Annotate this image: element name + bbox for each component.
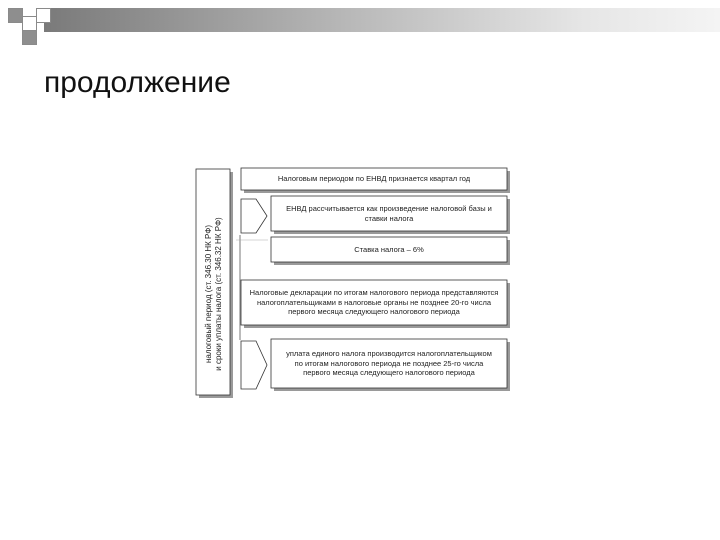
arrow-shape [241,341,267,389]
slide-title: продолжение [44,66,231,99]
side-label-line: налоговый период (ст. 346.30 НК РФ) [204,224,213,364]
box-declaration-text: Налоговые декларации по итогам налогового периода представляются налогоплательщиками в налоговые органы не позднее 20-го числа первого месяца следующего налогового периода [249,288,499,317]
side-label-line: и сроки уплаты налога (ст. 346.32 НК РФ) [214,217,223,371]
box-payment-text: уплата единого налога производится налогоплательщиком по итогам налогового периода не позднее 25-го числа первого месяца следующего налогового периода [286,349,492,378]
arrow-shape [241,199,267,233]
box-period-text: Налоговым периодом по ЕНВД признается квартал год [277,174,471,184]
box-calculation-text: ЕНВД рассчитывается как произведение налоговой базы и ставки налога [286,204,492,223]
box-rate-text: Ставка налога – 6% [354,244,424,254]
side-label [204,184,224,404]
